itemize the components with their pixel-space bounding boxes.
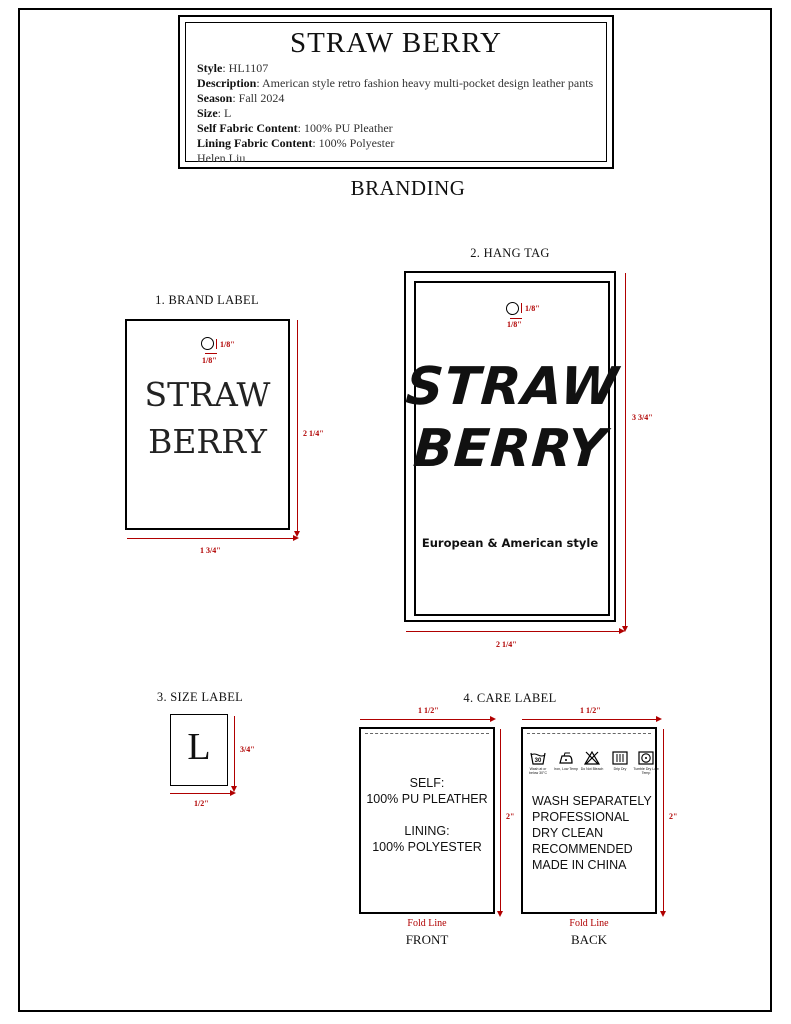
size-label — [170, 714, 228, 786]
care-back-height-line — [663, 729, 664, 913]
care-front-line: 100% PU PLEATHER — [366, 792, 488, 806]
size-label-caption: 3. SIZE LABEL — [156, 690, 244, 704]
care-icons-row — [527, 751, 659, 777]
hang-tag-height-line — [625, 273, 626, 628]
care-label-front — [359, 727, 495, 914]
spec-description: Description: American style retro fashion heavy multi-pocket design leather pants — [197, 76, 594, 90]
size-label-width-line — [170, 793, 232, 794]
wash-30-number: 30 — [534, 758, 542, 764]
hole-size-right: 1/8" — [525, 304, 540, 313]
care-front-line: LINING: — [404, 824, 450, 838]
hang-tag-width-line — [406, 631, 621, 632]
care-back-line: WASH SEPARATELY — [532, 794, 652, 808]
care-front-line: 100% POLYESTER — [372, 840, 482, 854]
care-back-line: MADE IN CHINA — [532, 858, 627, 872]
spec-self-fabric: Self Fabric Content: 100% PU Pleather — [197, 121, 393, 135]
care-back-text — [532, 793, 652, 873]
care-label-caption: 4. CARE LABEL — [463, 691, 557, 705]
spec-lining-fabric: Lining Fabric Content: 100% Polyester — [197, 136, 395, 150]
tumble-dry-low-icon — [638, 751, 654, 765]
care-front-fold-line: Fold Line — [407, 918, 447, 929]
care-back-fold-line: Fold Line — [569, 918, 609, 929]
section-title: BRANDING — [350, 176, 466, 200]
do-not-bleach-icon — [584, 751, 600, 765]
care-label-back — [521, 727, 657, 914]
hole-size-below: 1/8" — [507, 320, 522, 329]
care-back-side-name: BACK — [570, 932, 608, 947]
hang-tag — [403, 271, 621, 622]
spec-size: Size: L — [197, 106, 232, 120]
care-front-width-line — [360, 719, 492, 720]
hang-tag-width: 2 1/4" — [496, 640, 517, 649]
size-label-height: 3/4" — [240, 745, 255, 754]
care-back-line: PROFESSIONAL — [532, 810, 630, 824]
hole-circle-icon — [201, 337, 214, 350]
spec-season: Season: Fall 2024 — [197, 91, 285, 105]
wash-30-icon — [530, 751, 546, 765]
care-front-line — [361, 807, 493, 823]
brand-title: STRAW BERRY — [290, 27, 502, 59]
brand-label-height-line — [297, 320, 298, 533]
drip-dry-caption: Drip Dry — [613, 767, 627, 771]
care-back-height: 2" — [669, 812, 678, 821]
hang-tag-height: 3 3/4" — [632, 413, 653, 422]
care-front-line: SELF: — [409, 776, 445, 790]
brand-label-line2: BERRY — [148, 422, 267, 461]
care-front-height: 2" — [506, 812, 515, 821]
iron-low-icon — [558, 751, 574, 765]
wash-30-caption: Wash at or below 30°C — [529, 767, 547, 775]
drip-dry-icon — [612, 751, 628, 765]
brand-label-width-line — [127, 538, 295, 539]
tumble-dry-low-caption: Tumble Dry Low Temp — [633, 767, 659, 775]
care-back-width-line — [522, 719, 658, 720]
fold-guide — [527, 733, 651, 734]
care-front-side-name: FRONT — [405, 932, 449, 947]
fold-guide — [365, 733, 489, 734]
hang-tag-tagline: European & American style — [421, 536, 599, 550]
size-label-width: 1/2" — [194, 799, 209, 808]
care-front-text — [361, 775, 493, 855]
spec-style: Style: HL1107 — [197, 61, 269, 75]
iron-low-caption: Iron, Low Temp — [554, 767, 578, 771]
spec-header-box — [178, 15, 614, 169]
hang-tag-line2: BERRY — [411, 419, 609, 479]
size-value: L — [187, 726, 211, 768]
care-back-width: 1 1/2" — [580, 706, 601, 715]
care-back-line: RECOMMENDED — [532, 842, 633, 856]
brand-label — [125, 319, 290, 530]
do-not-bleach-caption: Do Not Bleach — [580, 767, 604, 771]
brand-label-width: 1 3/4" — [200, 546, 221, 555]
hang-tag-line1: STRAW — [403, 357, 621, 417]
hole-circle-icon — [506, 302, 519, 315]
hole-size-below: 1/8" — [202, 356, 217, 365]
spec-designer: Helen Liu — [197, 151, 246, 165]
brand-label-caption: 1. BRAND LABEL — [155, 293, 259, 307]
hang-tag-caption: 2. HANG TAG — [470, 246, 550, 260]
size-label-height-line — [234, 716, 235, 788]
spec-header-inner — [185, 22, 607, 165]
brand-label-line1: STRAW — [144, 375, 271, 414]
hole-size-right: 1/8" — [220, 340, 235, 349]
care-front-height-line — [500, 729, 501, 913]
care-front-width: 1 1/2" — [418, 706, 439, 715]
brand-label-height: 2 1/4" — [303, 429, 324, 438]
care-back-line: DRY CLEAN — [532, 826, 604, 840]
